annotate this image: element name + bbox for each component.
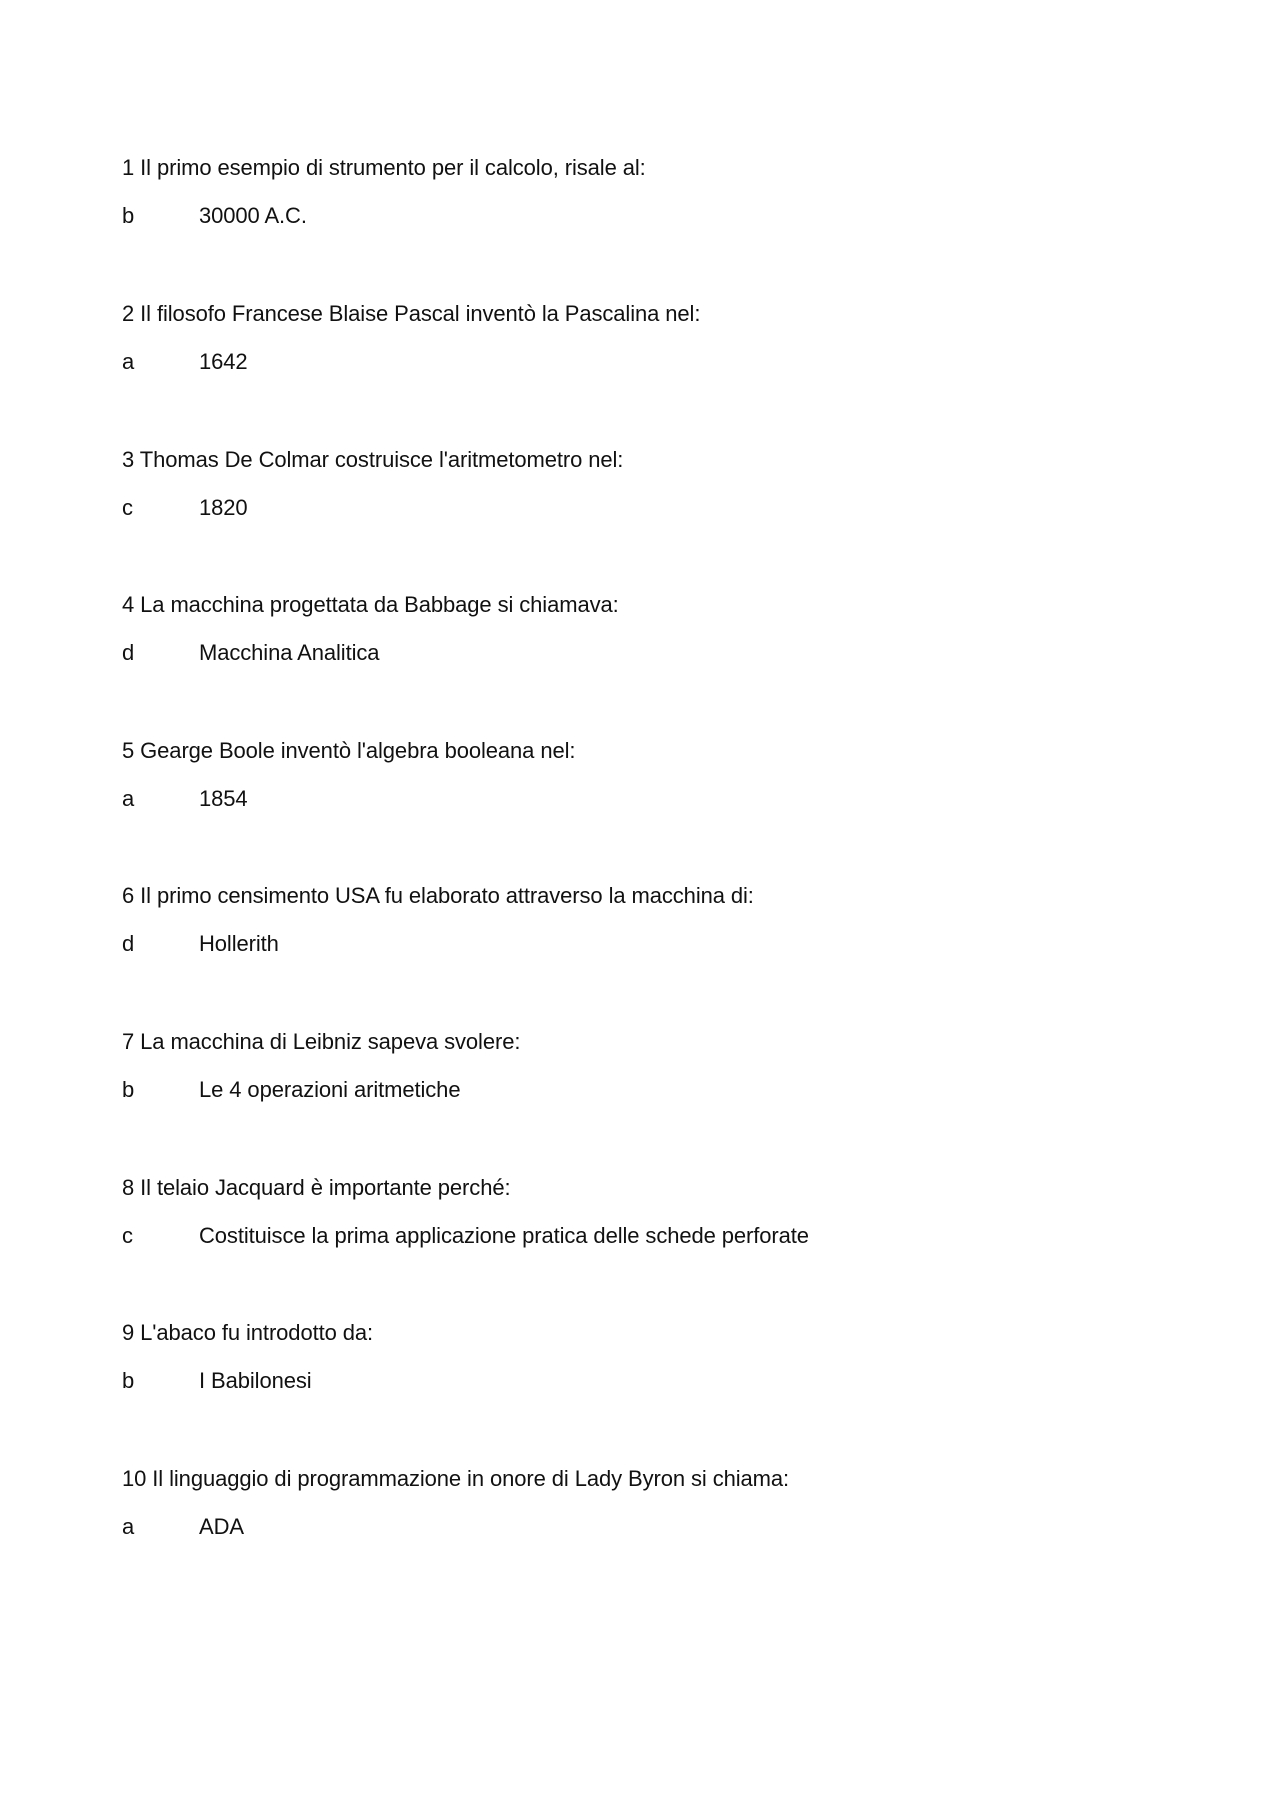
question-label: Thomas De Colmar costruisce l'aritmetometro nel:	[139, 447, 624, 472]
answer-text: ADA	[199, 1514, 244, 1539]
question-text	[122, 1028, 1122, 1056]
question-label: Gearge Boole inventò l'algebra booleana nel:	[140, 738, 576, 763]
question-block	[122, 1319, 1122, 1395]
answer-text: Hollerith	[199, 931, 279, 956]
question-label: Il telaio Jacquard è importante perché:	[140, 1175, 511, 1200]
answer-row	[122, 202, 1122, 230]
question-label: Il linguaggio di programmazione in onore di Lady Byron si chiama:	[152, 1466, 790, 1491]
question-text	[122, 1174, 1122, 1202]
answer-text: Macchina Analitica	[199, 640, 380, 665]
answer-row	[122, 930, 1122, 958]
question-label: La macchina di Leibniz sapeva svolere:	[140, 1029, 521, 1054]
question-text	[122, 882, 1122, 910]
question-block	[122, 300, 1122, 376]
answer-text: Costituisce la prima applicazione pratica delle schede perforate	[199, 1223, 809, 1248]
answer-letter: a	[122, 786, 135, 811]
question-block	[122, 1028, 1122, 1104]
answer-row	[122, 1076, 1122, 1104]
question-label: L'abaco fu introdotto da:	[140, 1320, 374, 1345]
answer-letter: c	[122, 495, 133, 520]
question-number: 7	[122, 1029, 135, 1054]
question-label: Il primo censimento USA fu elaborato attraverso la macchina di:	[140, 883, 754, 908]
question-number: 9	[122, 1320, 135, 1345]
answer-letter: b	[122, 203, 135, 228]
answer-row	[122, 785, 1122, 813]
answer-row	[122, 1367, 1122, 1395]
answer-letter: a	[122, 1514, 135, 1539]
answer-letter: a	[122, 349, 135, 374]
answer-row	[122, 494, 1122, 522]
answer-text: Le 4 operazioni aritmetiche	[199, 1077, 461, 1102]
question-text	[122, 737, 1122, 765]
question-block	[122, 737, 1122, 813]
answer-row	[122, 639, 1122, 667]
question-text	[122, 1319, 1122, 1347]
question-block	[122, 1174, 1122, 1250]
answer-letter: c	[122, 1223, 133, 1248]
question-text	[122, 154, 1122, 182]
question-number: 1	[122, 155, 135, 180]
answer-letter: b	[122, 1077, 135, 1102]
answer-text: 1820	[199, 495, 248, 520]
question-block	[122, 446, 1122, 522]
question-label: La macchina progettata da Babbage si chiamava:	[140, 592, 619, 617]
answer-row	[122, 1513, 1122, 1541]
question-text	[122, 300, 1122, 328]
answer-text: I Babilonesi	[199, 1368, 312, 1393]
answer-row	[122, 348, 1122, 376]
question-block	[122, 882, 1122, 958]
question-number: 3	[122, 447, 135, 472]
answer-text: 30000 A.C.	[199, 203, 307, 228]
question-number: 6	[122, 883, 135, 908]
question-block	[122, 1465, 1122, 1541]
question-text	[122, 446, 1122, 474]
question-number: 5	[122, 738, 135, 763]
question-text	[122, 591, 1122, 619]
question-text	[122, 1465, 1122, 1493]
question-number: 2	[122, 301, 135, 326]
answer-text: 1642	[199, 349, 248, 374]
question-number: 8	[122, 1175, 135, 1200]
question-label: Il filosofo Francese Blaise Pascal inventò la Pascalina nel:	[140, 301, 701, 326]
answer-letter: d	[122, 640, 135, 665]
question-number: 4	[122, 592, 135, 617]
answer-text: 1854	[199, 786, 248, 811]
question-block	[122, 591, 1122, 667]
question-label: Il primo esempio di strumento per il calcolo, risale al:	[140, 155, 646, 180]
answer-letter: b	[122, 1368, 135, 1393]
answer-letter: d	[122, 931, 135, 956]
question-block	[122, 154, 1122, 230]
question-number: 10	[122, 1466, 147, 1491]
answer-row	[122, 1222, 1122, 1250]
